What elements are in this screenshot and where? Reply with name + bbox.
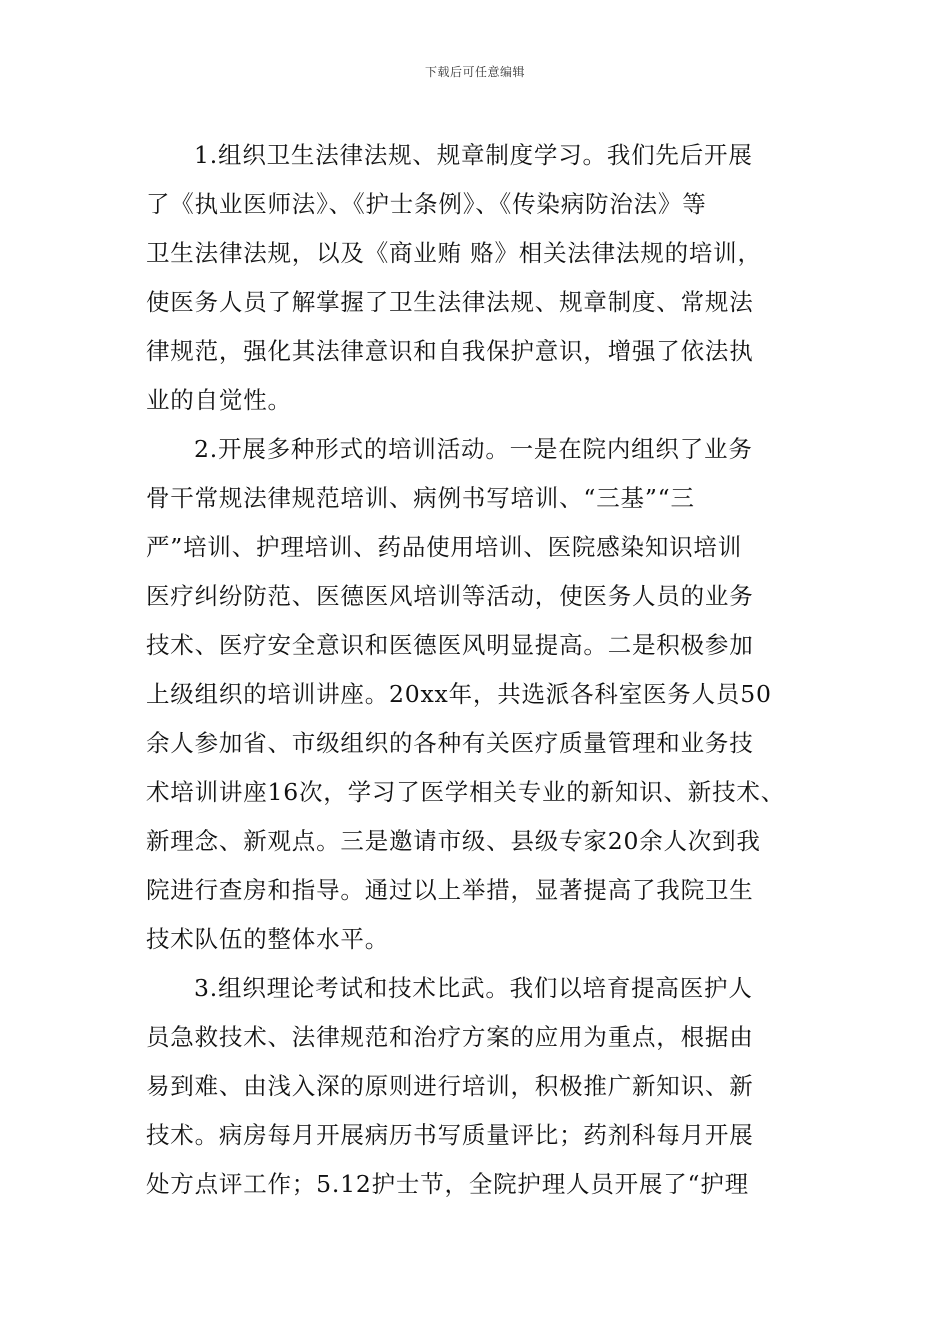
paragraph-2-line-11: 技术队伍的整体水平。 [146,925,389,953]
paragraph-2-line-2: 骨干常规法律规范培训、病例书写培训、“三基”“三 [146,484,695,512]
paragraph-2-line-7: 余人参加省、市级组织的各种有关医疗质量管理和业务技 [146,729,754,757]
paragraph-2-line-3: 严”培训、护理培训、药品使用培训、医院感染知识培训 [146,533,743,561]
document-body [146,131,814,1209]
paragraph-3-line-2: 员急救技术、法律规范和治疗方案的应用为重点，根据由 [146,1023,754,1051]
paragraph-1-line-3: 卫生法律法规，以及《商业贿 赂》相关法律法规的培训， [146,239,762,267]
paragraph-2-line-8: 术培训讲座16次，学习了医学相关专业的新知识、新技术、 [146,778,786,806]
paragraph-2-line-4: 医疗纠纷防范、医德医风培训等活动，使医务人员的业务 [146,582,754,610]
paragraph-2-line-10: 院进行查房和指导。通过以上举措，显著提高了我院卫生 [146,876,754,904]
paragraph-1-line-4: 使医务人员了解掌握了卫生法律法规、规章制度、常规法 [146,288,754,316]
paragraph-1-line-1: 1.组织卫生法律法规、规章制度学习。我们先后开展 [194,141,753,169]
paragraph-2-line-9: 新理念、新观点。三是邀请市级、县级专家20余人次到我 [146,827,761,855]
paragraph-2-line-5: 技术、医疗安全意识和医德医风明显提高。二是积极参加 [146,631,754,659]
paragraph-3-line-4: 技术。病房每月开展病历书写质量评比；药剂科每月开展 [146,1121,754,1149]
paragraph-1-line-5: 律规范，强化其法律意识和自我保护意识，增强了依法执 [146,337,754,365]
paragraph-1-line-2: 了《执业医师法》、《护士条例》、《传染病防治法》等 [146,190,707,218]
page-header: 下载后可任意编辑 [424,65,525,79]
paragraph-2-line-1: 2.开展多种形式的培训活动。一是在院内组织了业务 [194,435,753,463]
paragraph-3-line-3: 易到难、由浅入深的原则进行培训，积极推广新知识、新 [146,1072,754,1100]
paragraph-3-line-5: 处方点评工作；5.12护士节，全院护理人员开展了“护理 [146,1170,749,1198]
paragraph-2-line-6: 上级组织的培训讲座。20xx年，共选派各科室医务人员50 [146,680,772,708]
paragraph-3-line-1: 3.组织理论考试和技术比武。我们以培育提高医护人 [194,974,753,1002]
paragraph-1-line-6: 业的自觉性。 [146,386,292,414]
